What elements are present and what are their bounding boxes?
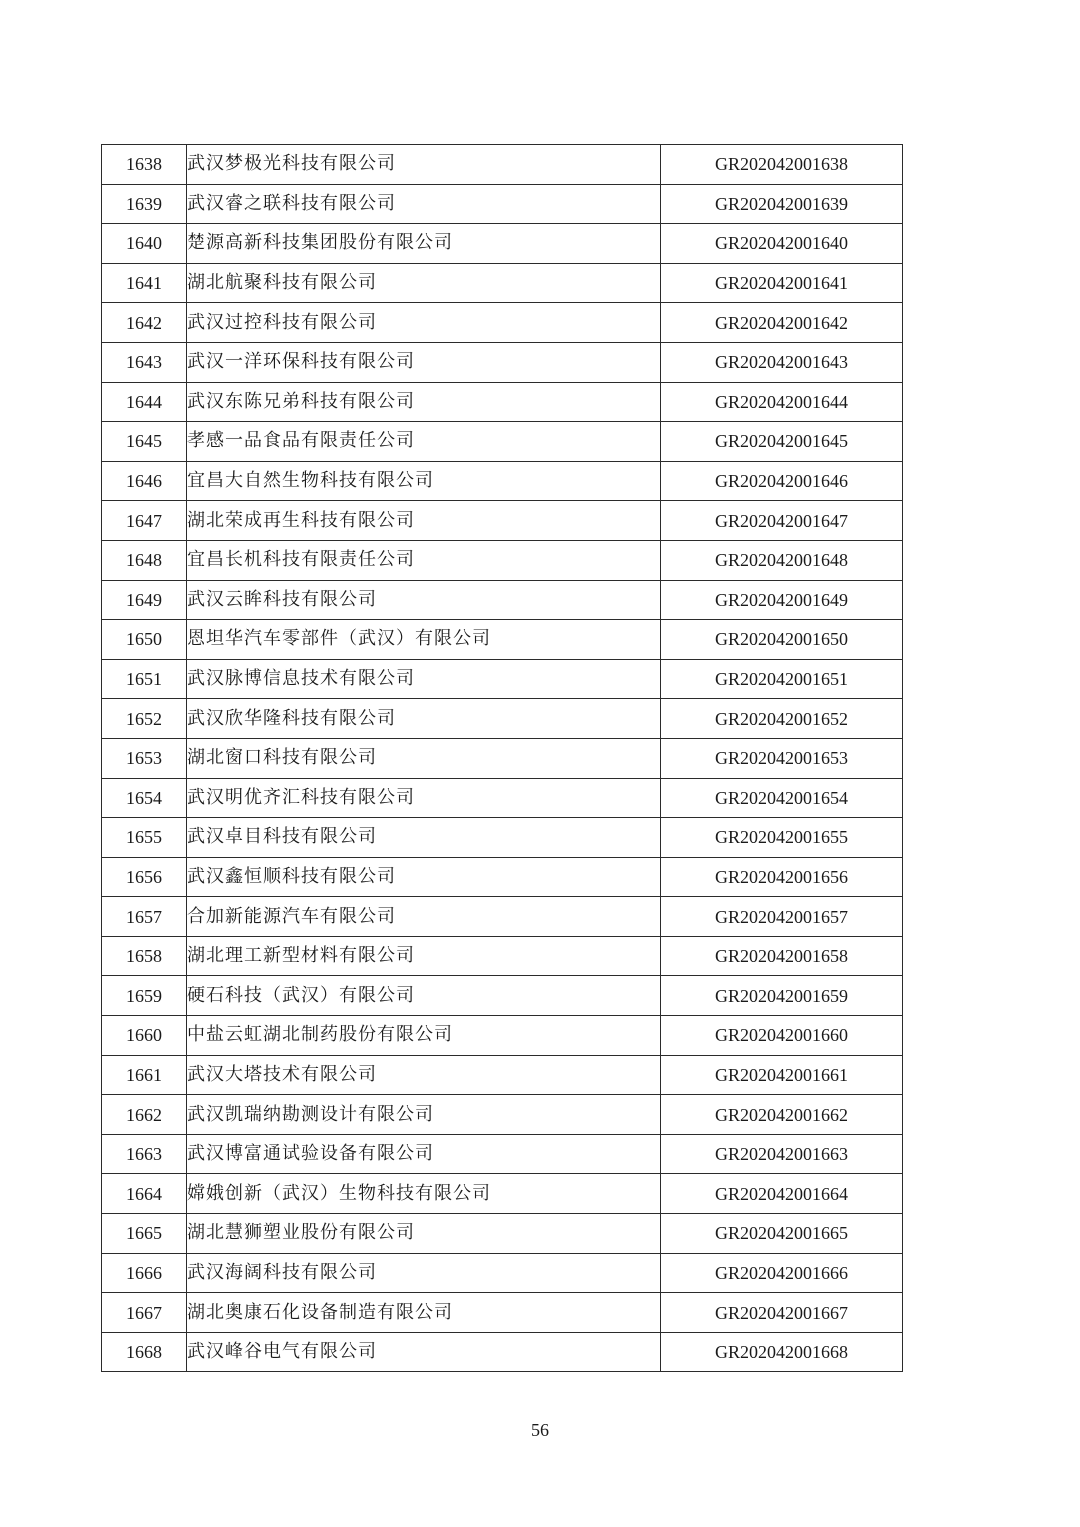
table-row xyxy=(102,303,903,343)
table-row xyxy=(102,976,903,1016)
certificate-code: GR202042001639 xyxy=(661,184,903,224)
row-number: 1648 xyxy=(102,540,187,580)
company-name: 武汉东陈兄弟科技有限公司 xyxy=(187,382,661,422)
certificate-code: GR202042001641 xyxy=(661,263,903,303)
company-name: 武汉博富通试验设备有限公司 xyxy=(187,1134,661,1174)
row-number: 1647 xyxy=(102,501,187,541)
company-name: 武汉大塔技术有限公司 xyxy=(187,1055,661,1095)
certificate-code: GR202042001663 xyxy=(661,1134,903,1174)
company-name: 宜昌大自然生物科技有限公司 xyxy=(187,461,661,501)
certificate-code: GR202042001664 xyxy=(661,1174,903,1214)
table-row xyxy=(102,1214,903,1254)
company-name: 武汉梦极光科技有限公司 xyxy=(187,145,661,185)
certificate-code: GR202042001660 xyxy=(661,1016,903,1056)
row-number: 1652 xyxy=(102,699,187,739)
certificate-code: GR202042001643 xyxy=(661,342,903,382)
company-name: 武汉明优齐汇科技有限公司 xyxy=(187,778,661,818)
row-number: 1666 xyxy=(102,1253,187,1293)
table-row xyxy=(102,1293,903,1333)
company-name: 湖北慧狮塑业股份有限公司 xyxy=(187,1214,661,1254)
company-name: 孝感一品食品有限责任公司 xyxy=(187,422,661,462)
table-row xyxy=(102,620,903,660)
row-number: 1658 xyxy=(102,936,187,976)
row-number: 1640 xyxy=(102,224,187,264)
table-row xyxy=(102,659,903,699)
company-name: 武汉卓目科技有限公司 xyxy=(187,818,661,858)
certificate-code: GR202042001638 xyxy=(661,145,903,185)
table-row xyxy=(102,1095,903,1135)
certificate-code: GR202042001659 xyxy=(661,976,903,1016)
certificate-code: GR202042001667 xyxy=(661,1293,903,1333)
row-number: 1642 xyxy=(102,303,187,343)
table-row xyxy=(102,382,903,422)
certificate-code: GR202042001640 xyxy=(661,224,903,264)
row-number: 1664 xyxy=(102,1174,187,1214)
table-row xyxy=(102,540,903,580)
table-row xyxy=(102,897,903,937)
certificate-code: GR202042001665 xyxy=(661,1214,903,1254)
row-number: 1665 xyxy=(102,1214,187,1254)
table-row xyxy=(102,936,903,976)
table-row xyxy=(102,857,903,897)
company-name: 武汉海阔科技有限公司 xyxy=(187,1253,661,1293)
table-row xyxy=(102,1134,903,1174)
certificate-code: GR202042001661 xyxy=(661,1055,903,1095)
row-number: 1660 xyxy=(102,1016,187,1056)
table-row xyxy=(102,1055,903,1095)
company-name: 宜昌长机科技有限责任公司 xyxy=(187,540,661,580)
certificate-code: GR202042001653 xyxy=(661,738,903,778)
company-name: 武汉峰谷电气有限公司 xyxy=(187,1332,661,1372)
row-number: 1651 xyxy=(102,659,187,699)
table-row xyxy=(102,145,903,185)
company-name: 武汉凯瑞纳勘测设计有限公司 xyxy=(187,1095,661,1135)
company-name: 武汉过控科技有限公司 xyxy=(187,303,661,343)
certificate-code: GR202042001652 xyxy=(661,699,903,739)
company-name: 湖北理工新型材料有限公司 xyxy=(187,936,661,976)
company-name: 合加新能源汽车有限公司 xyxy=(187,897,661,937)
certificate-code: GR202042001646 xyxy=(661,461,903,501)
certificate-code: GR202042001654 xyxy=(661,778,903,818)
table-row xyxy=(102,699,903,739)
table-row xyxy=(102,1016,903,1056)
company-name: 湖北奥康石化设备制造有限公司 xyxy=(187,1293,661,1333)
page-number: 56 xyxy=(531,1420,549,1440)
row-number: 1638 xyxy=(102,145,187,185)
company-name: 楚源高新科技集团股份有限公司 xyxy=(187,224,661,264)
row-number: 1645 xyxy=(102,422,187,462)
row-number: 1659 xyxy=(102,976,187,1016)
company-name: 湖北窗口科技有限公司 xyxy=(187,738,661,778)
row-number: 1663 xyxy=(102,1134,187,1174)
row-number: 1641 xyxy=(102,263,187,303)
table-row xyxy=(102,1174,903,1214)
certificate-code: GR202042001666 xyxy=(661,1253,903,1293)
table-row xyxy=(102,342,903,382)
row-number: 1668 xyxy=(102,1332,187,1372)
table-row xyxy=(102,738,903,778)
company-name: 湖北航聚科技有限公司 xyxy=(187,263,661,303)
row-number: 1655 xyxy=(102,818,187,858)
table-row xyxy=(102,422,903,462)
row-number: 1654 xyxy=(102,778,187,818)
certificate-code: GR202042001647 xyxy=(661,501,903,541)
certificate-code: GR202042001644 xyxy=(661,382,903,422)
table-row xyxy=(102,263,903,303)
row-number: 1662 xyxy=(102,1095,187,1135)
row-number: 1639 xyxy=(102,184,187,224)
row-number: 1653 xyxy=(102,738,187,778)
table-row xyxy=(102,224,903,264)
certificate-code: GR202042001645 xyxy=(661,422,903,462)
table-row xyxy=(102,184,903,224)
certificate-code: GR202042001642 xyxy=(661,303,903,343)
certificate-code: GR202042001656 xyxy=(661,857,903,897)
row-number: 1667 xyxy=(102,1293,187,1333)
certificate-code: GR202042001657 xyxy=(661,897,903,937)
row-number: 1649 xyxy=(102,580,187,620)
row-number: 1657 xyxy=(102,897,187,937)
company-name: 武汉一洋环保科技有限公司 xyxy=(187,342,661,382)
table-row xyxy=(102,1332,903,1372)
company-name: 武汉欣华隆科技有限公司 xyxy=(187,699,661,739)
certificate-code: GR202042001648 xyxy=(661,540,903,580)
company-name: 武汉脉博信息技术有限公司 xyxy=(187,659,661,699)
certificate-code: GR202042001650 xyxy=(661,620,903,660)
row-number: 1650 xyxy=(102,620,187,660)
table-row xyxy=(102,461,903,501)
table-row xyxy=(102,1253,903,1293)
company-name: 武汉睿之联科技有限公司 xyxy=(187,184,661,224)
certificate-code: GR202042001658 xyxy=(661,936,903,976)
company-name: 恩坦华汽车零部件（武汉）有限公司 xyxy=(187,620,661,660)
table-body xyxy=(102,145,903,1372)
row-number: 1643 xyxy=(102,342,187,382)
certificate-code: GR202042001655 xyxy=(661,818,903,858)
table-row xyxy=(102,818,903,858)
table-row xyxy=(102,501,903,541)
certificate-code: GR202042001662 xyxy=(661,1095,903,1135)
company-name: 中盐云虹湖北制药股份有限公司 xyxy=(187,1016,661,1056)
row-number: 1644 xyxy=(102,382,187,422)
row-number: 1646 xyxy=(102,461,187,501)
row-number: 1661 xyxy=(102,1055,187,1095)
enterprise-table xyxy=(101,144,903,1372)
certificate-code: GR202042001651 xyxy=(661,659,903,699)
company-name: 湖北荣成再生科技有限公司 xyxy=(187,501,661,541)
certificate-code: GR202042001668 xyxy=(661,1332,903,1372)
row-number: 1656 xyxy=(102,857,187,897)
table-row xyxy=(102,580,903,620)
company-name: 硬石科技（武汉）有限公司 xyxy=(187,976,661,1016)
company-name: 武汉鑫恒顺科技有限公司 xyxy=(187,857,661,897)
certificate-code: GR202042001649 xyxy=(661,580,903,620)
company-name: 武汉云眸科技有限公司 xyxy=(187,580,661,620)
company-name: 嫦娥创新（武汉）生物科技有限公司 xyxy=(187,1174,661,1214)
table-row xyxy=(102,778,903,818)
